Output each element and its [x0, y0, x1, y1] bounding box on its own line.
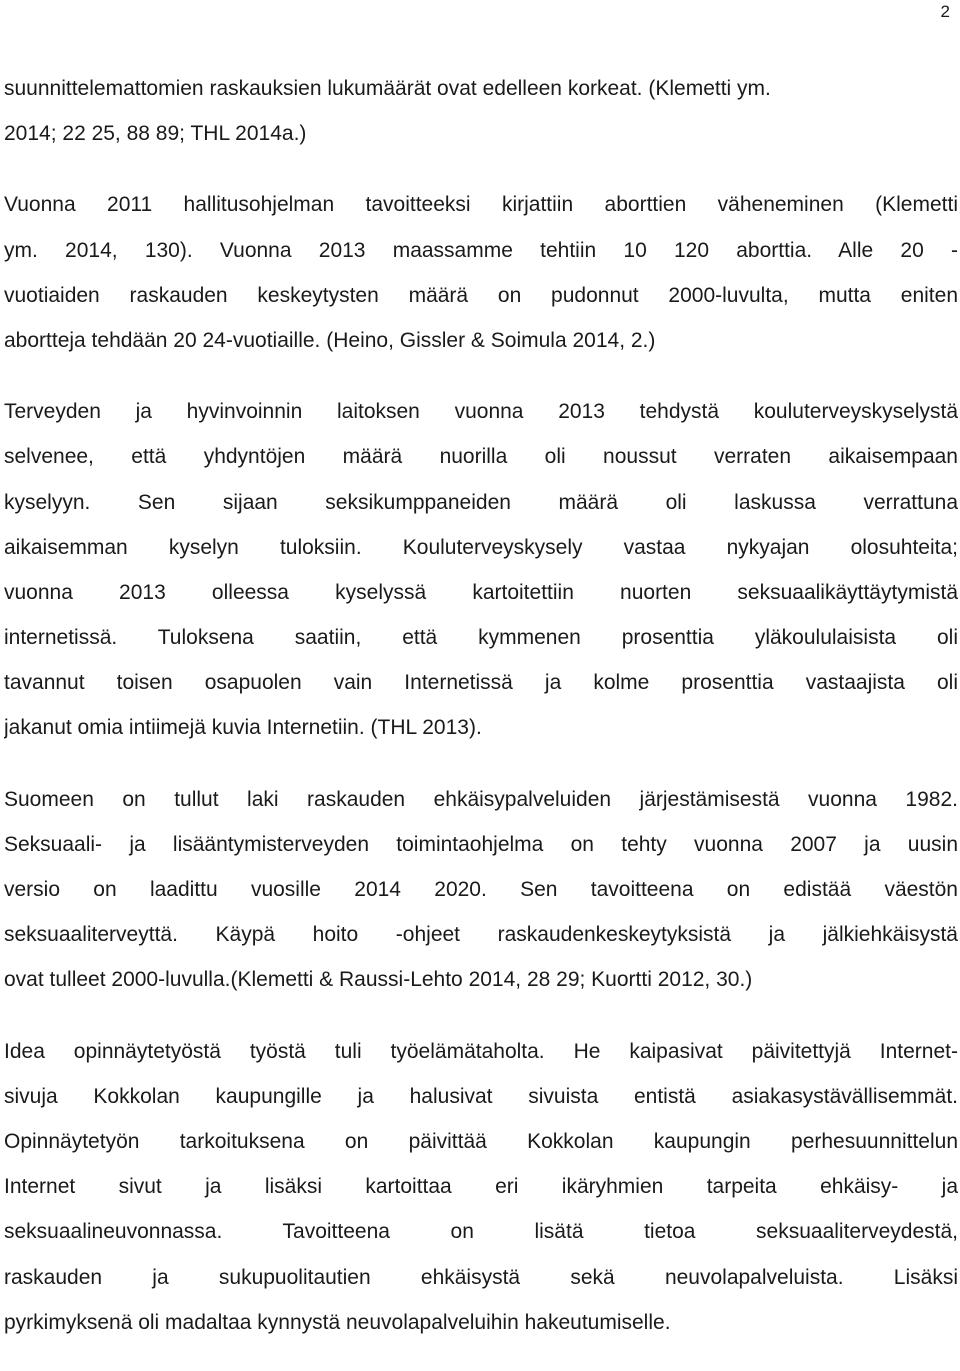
paragraph-1	[4, 66, 958, 156]
text-line: versio on laadittu vuosille 2014 2020. Sen tavoitteena on edistää väestön	[4, 878, 958, 901]
text-line: Internet sivut ja lisäksi kartoittaa eri ikäryhmien tarpeita ehkäisy- ja	[4, 1175, 958, 1199]
text-line: selvenee, että yhdyntöjen määrä nuorilla oli noussut verraten aikaisempaan	[4, 445, 958, 469]
text-line: Seksuaali- ja lisääntymisterveyden toimintaohjelma on tehty vuonna 2007 ja uusin	[4, 832, 958, 856]
text-line: Idea opinnäytetyöstä työstä tuli työelämätaholta. He kaipasivat päivitettyjä Internet-	[4, 1039, 958, 1063]
text-line: kyselyyn. Sen sijaan seksikumppaneiden määrä oli laskussa verrattuna	[4, 490, 958, 514]
text-line: aikaisemman kyselyn tuloksiin. Kouluterveyskysely vastaa nykyajan olosuhteita;	[4, 535, 958, 559]
text-line: seksuaalineuvonnassa. Tavoitteena on lisätä tietoa seksuaaliterveydestä,	[4, 1220, 958, 1244]
text-line: raskauden ja sukupuolitautien ehkäisystä sekä neuvolapalveluista. Lisäksi	[4, 1265, 958, 1289]
text-line: Vuonna 2011 hallitusohjelman tavoitteeksi kirjattiin aborttien väheneminen (Klemetti	[4, 193, 958, 217]
text-line: suunnittelemattomien raskauksien lukumäärät ovat edelleen korkeat. (Klemetti ym.	[4, 77, 771, 100]
text-line: vuonna 2013 olleessa kyselyssä kartoitettiin nuorten seksuaalikäyttäytymistä	[4, 580, 958, 604]
text-line: 2014; 22 25, 88 89; THL 2014a.)	[4, 122, 307, 146]
text-line: sivuja Kokkolan kaupungille ja halusivat sivuista entistä asiakasystävällisemmät.	[4, 1084, 958, 1108]
text-line: Terveyden ja hyvinvoinnin laitoksen vuonna 2013 tehdystä kouluterveyskyselystä	[4, 400, 958, 424]
text-line: pyrkimyksenä oli madaltaa kynnystä neuvolapalveluihin hakeutumiselle.	[4, 1310, 671, 1334]
page-number: 2	[940, 2, 950, 21]
text-line: Opinnäytetyön tarkoituksena on päivittää Kokkolan kaupungin perhesuunnittelun	[4, 1129, 958, 1153]
paragraph-3	[4, 389, 958, 751]
text-line: jakanut omia intiimejä kuvia Internetiin. (THL 2013).	[4, 716, 482, 740]
paragraph-5	[4, 1029, 958, 1345]
text-line: tavannut toisen osapuolen vain Internetissä ja kolme prosenttia vastaajista oli	[4, 671, 958, 695]
body-text	[4, 66, 958, 1371]
paragraph-4	[4, 777, 958, 1003]
text-line: Suomeen on tullut laki raskauden ehkäisypalveluiden järjestämisestä vuonna 1982.	[4, 787, 958, 811]
text-line: vuotiaiden raskauden keskeytysten määrä on pudonnut 2000-luvulta, mutta eniten	[4, 283, 958, 307]
text-line: internetissä. Tuloksena saatiin, että kymmenen prosenttia yläkoululaisista oli	[4, 626, 958, 650]
text-line: ym. 2014, 130). Vuonna 2013 maassamme tehtiin 10 120 aborttia. Alle 20 -	[4, 238, 958, 262]
text-line: abortteja tehdään 20 24-vuotiaille. (Heino, Gissler & Soimula 2014, 2.)	[4, 328, 656, 352]
text-line: seksuaaliterveyttä. Käypä hoito -ohjeet raskaudenkeskeytyksistä ja jälkiehkäisystä	[4, 923, 958, 947]
text-line: ovat tulleet 2000-luvulla.(Klemetti & Raussi-Lehto 2014, 28 29; Kuortti 2012, 30.)	[4, 968, 753, 992]
paragraph-2	[4, 182, 958, 363]
